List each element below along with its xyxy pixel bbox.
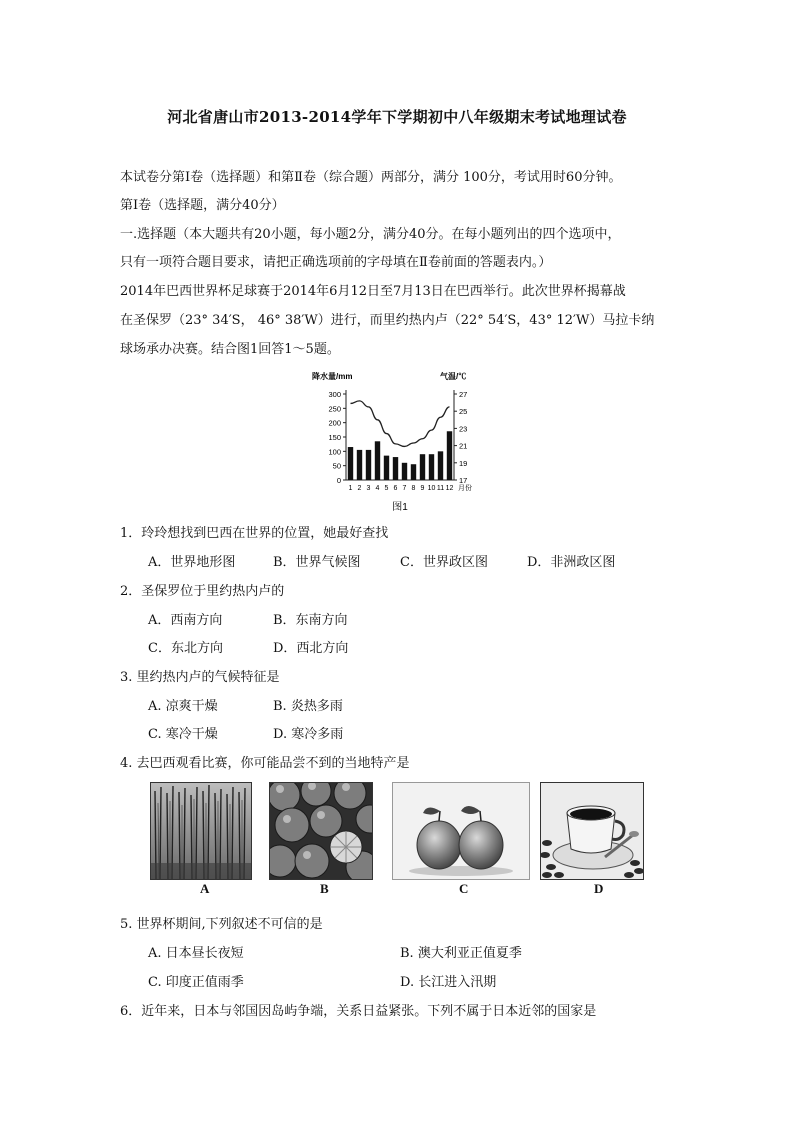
- q1-option-b: B．世界气候图: [273, 555, 361, 570]
- precip-axis-label: 降水量/mm: [312, 372, 353, 381]
- q5-option-d: D. 长江进入汛期: [400, 975, 497, 990]
- image-label-c: C: [459, 881, 469, 896]
- precip-tick-label: 150: [328, 433, 341, 442]
- month-tick-label: 2: [357, 485, 362, 492]
- image-label-b: B: [320, 881, 329, 896]
- question-3-stem: 3. 里约热内卢的气候特征是: [120, 670, 280, 685]
- image-label-a: A: [200, 881, 210, 896]
- chart-caption: 图1: [392, 502, 408, 513]
- exam-title: 河北省唐山市2013-2014学年下学期初中八年级期末考试地理试卷: [167, 108, 627, 126]
- temp-axis-label: 气温/℃: [440, 372, 467, 381]
- temp-tick-label: 25: [459, 407, 468, 417]
- precip-bar: [393, 457, 398, 480]
- precip-tick-label: 0: [336, 476, 341, 485]
- q1-option-d: D．非洲政区图: [527, 555, 616, 570]
- q1-option-a: A．世界地形图: [148, 555, 236, 570]
- month-tick-label: 5: [384, 485, 389, 492]
- month-tick-label: 7: [402, 485, 407, 492]
- temp-tick-label: 27: [459, 390, 468, 399]
- precip-tick-label: 100: [328, 447, 341, 457]
- temperature-line: [351, 401, 450, 447]
- precip-tick-label: 300: [328, 390, 341, 399]
- precip-bar: [429, 454, 434, 480]
- image-label-d: D: [594, 881, 604, 896]
- month-tick-label: 1: [348, 485, 353, 492]
- month-tick-label: 10: [427, 485, 436, 492]
- q2-option-b: B．东南方向: [273, 613, 348, 628]
- precip-tick-label: 50: [332, 461, 341, 471]
- precip-bar: [366, 450, 371, 480]
- month-tick-label: 4: [375, 485, 380, 492]
- precip-bar: [384, 456, 389, 480]
- sugarcane-field-image: [150, 782, 252, 880]
- month-tick-label: 11: [436, 485, 445, 492]
- q1-option-c: C．世界政区图: [400, 555, 488, 570]
- precip-bar: [420, 454, 425, 480]
- precip-bar: [348, 447, 353, 480]
- q3-option-c: C. 寒冷干燥: [148, 727, 218, 742]
- precip-bar: [411, 464, 416, 480]
- month-tick-label: 12: [445, 485, 454, 492]
- temp-tick-label: 17: [459, 476, 468, 485]
- intro-line-4: 只有一项符合题目要求，请把正确选项前的字母填在Ⅱ卷前面的答题表内。）: [120, 255, 552, 270]
- month-tick-label: 8: [411, 485, 416, 492]
- intro-line-1: 本试卷分第Ⅰ卷（选择题）和第Ⅱ卷（综合题）两部分，满分 100分，考试用时60分钟。: [120, 170, 622, 185]
- q3-option-a: A. 凉爽干燥: [148, 699, 218, 714]
- precip-bar: [375, 441, 380, 480]
- climate-chart: [300, 368, 500, 516]
- intro-line-2: 第Ⅰ卷（选择题，满分40分）: [120, 198, 285, 213]
- oranges-image: [269, 782, 373, 880]
- question-1-stem: 1．玲玲想找到巴西在世界的位置，她最好查找: [120, 526, 389, 541]
- intro-line-5: 2014年巴西世界杯足球赛于2014年6月12日至7月13日在巴西举行。此次世界杯揭幕战: [120, 284, 626, 299]
- temp-tick-label: 21: [459, 441, 468, 451]
- precip-tick-label: 250: [328, 404, 341, 414]
- question-4-stem: 4. 去巴西观看比赛，你可能品尝不到的当地特产是: [120, 756, 410, 771]
- month-axis-label: 月份: [458, 485, 472, 492]
- intro-line-3: 一.选择题（本大题共有20小题，每小题2分，满分40分。在每小题列出的四个选项中，: [120, 227, 621, 242]
- q5-option-a: A. 日本昼长夜短: [148, 946, 244, 961]
- month-tick-label: 9: [420, 485, 425, 492]
- q5-option-c: C. 印度正值雨季: [148, 975, 244, 990]
- intro-line-6: 在圣保罗（23° 34′S， 46° 38′W）进行，而里约热内卢（22° 54′S，43° 12′W）马拉卡纳: [120, 313, 655, 328]
- question-2-stem: 2．圣保罗位于里约热内卢的: [120, 584, 285, 599]
- intro-line-7: 球场承办决赛。结合图1回答1～5题。: [120, 342, 340, 357]
- month-tick-label: 6: [393, 485, 398, 492]
- precip-bar: [447, 431, 452, 480]
- question-6-stem: 6．近年来，日本与邻国因岛屿争端，关系日益紧张。下列不属于日本近邻的国家是: [120, 1004, 597, 1019]
- apples-image: [392, 782, 530, 880]
- precip-bar: [438, 451, 443, 480]
- temp-tick-label: 23: [459, 424, 468, 434]
- month-tick-label: 3: [366, 485, 371, 492]
- precip-bar: [357, 450, 362, 480]
- q2-option-a: A．西南方向: [148, 613, 223, 628]
- q2-option-d: D．西北方向: [273, 641, 349, 656]
- q3-option-b: B. 炎热多雨: [273, 699, 343, 714]
- q2-option-c: C．东北方向: [148, 641, 223, 656]
- q3-option-d: D. 寒冷多雨: [273, 727, 344, 742]
- precip-tick-label: 200: [328, 418, 341, 428]
- temp-tick-label: 19: [459, 458, 468, 468]
- coffee-cup-image: [540, 782, 644, 880]
- question-5-stem: 5. 世界杯期间,下列叙述不可信的是: [120, 917, 323, 932]
- precip-bar: [402, 463, 407, 480]
- q5-option-b: B. 澳大利亚正值夏季: [400, 946, 522, 961]
